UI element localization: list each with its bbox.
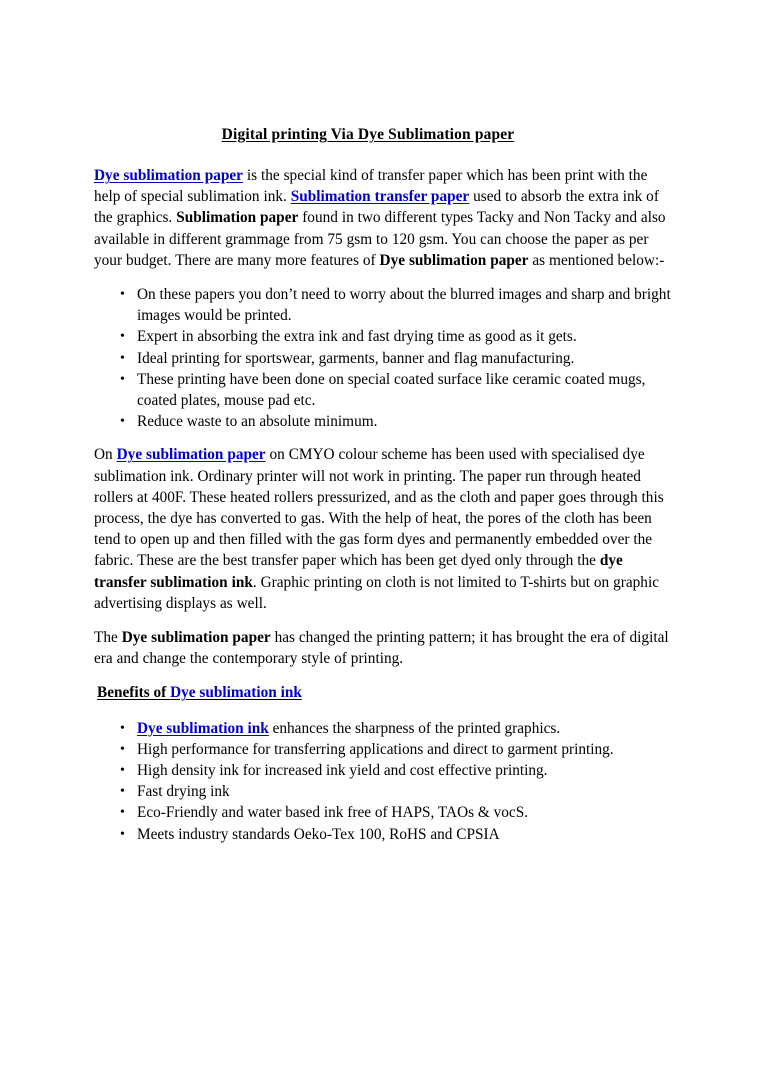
list-item	[94, 718, 674, 739]
link-sublimation-transfer-paper[interactable]: Sublimation transfer paper	[290, 188, 470, 206]
benefits-list	[94, 718, 674, 845]
paragraph-process	[94, 444, 674, 614]
paragraph-intro	[94, 165, 674, 271]
paragraph-intro-text-2: used to absorb the extra ink of the graphics.	[94, 188, 659, 227]
bold-sublimation-paper: Sublimation paper	[176, 209, 299, 227]
paragraph-intro-text-4: as mentioned below:-	[528, 251, 665, 269]
link-dye-sublimation-paper-2[interactable]: Dye sublimation paper	[116, 446, 266, 464]
bold-dye-sublimation-paper-1: Dye sublimation paper	[379, 251, 529, 269]
link-dye-sublimation-ink-bullet[interactable]: Dye sublimation ink	[137, 719, 269, 737]
list-item: • These printing have been done on special coated surface like ceramic coated mugs, coated plates, mouse pad etc.	[94, 369, 674, 411]
list-item: • Fast drying ink	[94, 781, 674, 802]
bold-dye-sublimation-paper-2: Dye sublimation paper	[121, 629, 271, 647]
benefits-heading	[97, 682, 302, 703]
paragraph-summary-text-2: has changed the printing pattern; it has brought the era of digital era and change the contemporary style of printing.	[94, 629, 669, 668]
list-item: • Expert in absorbing the extra ink and fast drying time as good as it gets.	[94, 326, 674, 347]
paragraph-summary-text-1: The	[94, 629, 122, 647]
document-body	[94, 124, 674, 845]
link-dye-sublimation-paper-1[interactable]: Dye sublimation paper	[94, 167, 243, 184]
paragraph-process-text-1: On	[94, 446, 117, 464]
benefits-heading-wrap	[94, 682, 674, 709]
page-title: Digital printing Via Dye Sublimation paper	[221, 126, 515, 143]
list-item: • Ideal printing for sportswear, garments, banner and flag manufacturing.	[94, 348, 674, 369]
list-item: • Eco-Friendly and water based ink free of HAPS, TAOs & vocS.	[94, 802, 674, 823]
list-item: • High density ink for increased ink yield and cost effective printing.	[94, 760, 674, 781]
link-dye-sublimation-ink-heading[interactable]: Dye sublimation ink	[170, 684, 302, 702]
list-item-text: enhances the sharpness of the printed graphics.	[268, 719, 561, 737]
list-item: • High performance for transferring applications and direct to garment printing.	[94, 739, 674, 760]
bold-dye-transfer-sublimation-ink: dye transfer sublimation ink	[94, 552, 623, 591]
paragraph-summary	[94, 627, 674, 669]
paragraph-process-text-2: on CMYO colour scheme has been used with specialised dye sublimation ink. Ordinary printer will not work in printing. The paper run through heated rollers at 400F. These heated rollers pressurized, and as the cloth and paper goes through this process, the dye has converted to gas. With the help of heat, the pores of the cloth has been tend to open up and then filled with the gas form dyes and permanently embedded over the fabric. These are the best transfer paper which has been get dyed only through the	[94, 446, 664, 570]
list-item: • Reduce waste to an absolute minimum.	[94, 411, 674, 432]
paragraph-intro-text-3: found in two different types Tacky and Non Tacky and also available in different grammage from 75 gsm to 120 gsm. You can choose the paper as per your budget. There are many more features of	[94, 209, 666, 269]
features-list	[94, 284, 674, 432]
list-item: • On these papers you don’t need to worry about the blurred images and sharp and bright images would be printed.	[94, 284, 674, 326]
benefits-heading-lead: Benefits of	[97, 684, 171, 702]
paragraph-process-text-3: . Graphic printing on cloth is not limited to T-shirts but on graphic advertising displays as well.	[94, 573, 659, 612]
list-item: • Meets industry standards Oeko-Tex 100, RoHS and CPSIA	[94, 824, 674, 845]
paragraph-intro-text-1: is the special kind of transfer paper which has been print with the help of special sublimation ink.	[94, 167, 648, 206]
